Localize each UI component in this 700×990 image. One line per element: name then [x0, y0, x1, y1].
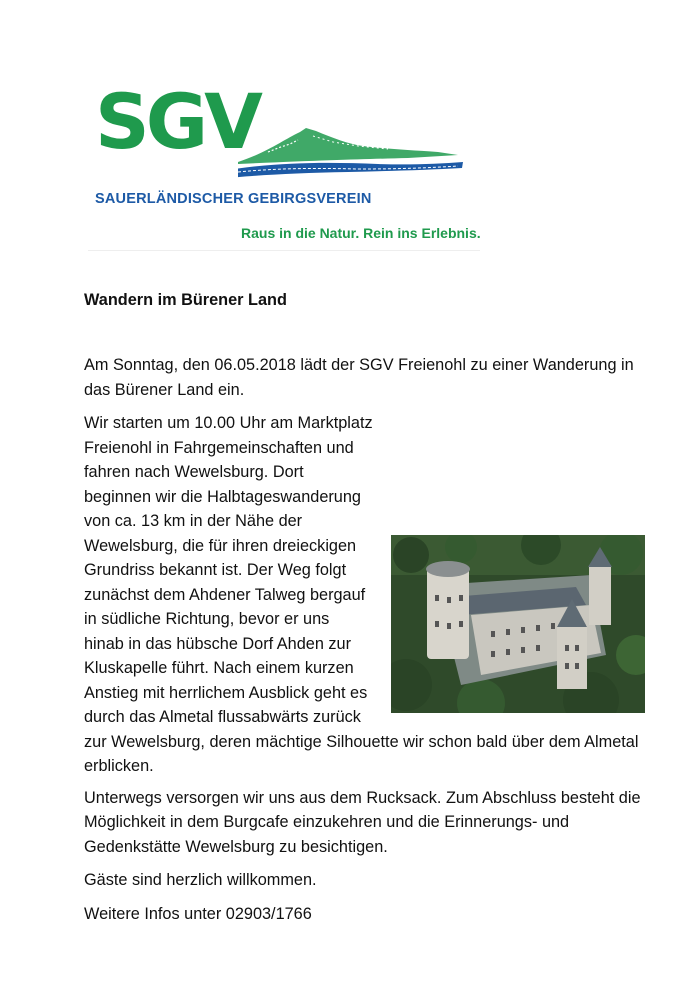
route-text: Wir starten um 10.00 Uhr am Marktplatz Freienohl in Fahrgemeinschaften und fahren nach Wewelsburg. Dort beginnen wir die Halbtageswanderung von ca. 13 km in der Nähe der Wewelsburg, die für ihren dreieckigen Grundriss bekannt ist. Der Weg folgt zunächst dem Ahdener Talweg bergauf in südliche Richtung, bevor er uns hinab in das hübsche Dorf Ahden zur Kluskapelle führt. Nach einem kurzen Anstieg mit herrlichem Ausblick geht es durch das Almetal flussabwärts zurück zur Wewelsburg, deren mächtige Silhouette wir schon bald über dem Almetal erblicken.: [84, 414, 639, 775]
logo-subtitle: SAUERLÄNDISCHER GEBIRGSVEREIN: [95, 191, 372, 207]
guests-paragraph: Gäste sind herzlich willkommen.: [84, 871, 317, 889]
mountain-range-icon: [238, 122, 468, 182]
logo-slogan: Raus in die Natur. Rein ins Erlebnis.: [241, 225, 481, 241]
info-paragraph: Weitere Infos unter 02903/1766: [84, 904, 312, 923]
castle-photo: [391, 535, 645, 713]
logo-letters: SGV: [95, 77, 259, 166]
intro-paragraph: Am Sonntag, den 06.05.2018 lädt der SGV Freienohl zu einer Wanderung in das Bürener Land ein.: [84, 356, 634, 399]
logo-divider: [88, 250, 480, 251]
route-paragraph: [84, 411, 650, 779]
article: [84, 288, 650, 926]
provisions-paragraph: Unterwegs versorgen wir uns aus dem Rucksack. Zum Abschluss besteht die Möglichkeit in dem Burgcafe einzukehren und die Erinnerungs- und Gedenkstätte Wewelsburg zu besichtigen.: [84, 788, 641, 856]
sgv-logo: [90, 77, 510, 252]
article-title: Wandern im Bürener Land: [84, 291, 287, 309]
